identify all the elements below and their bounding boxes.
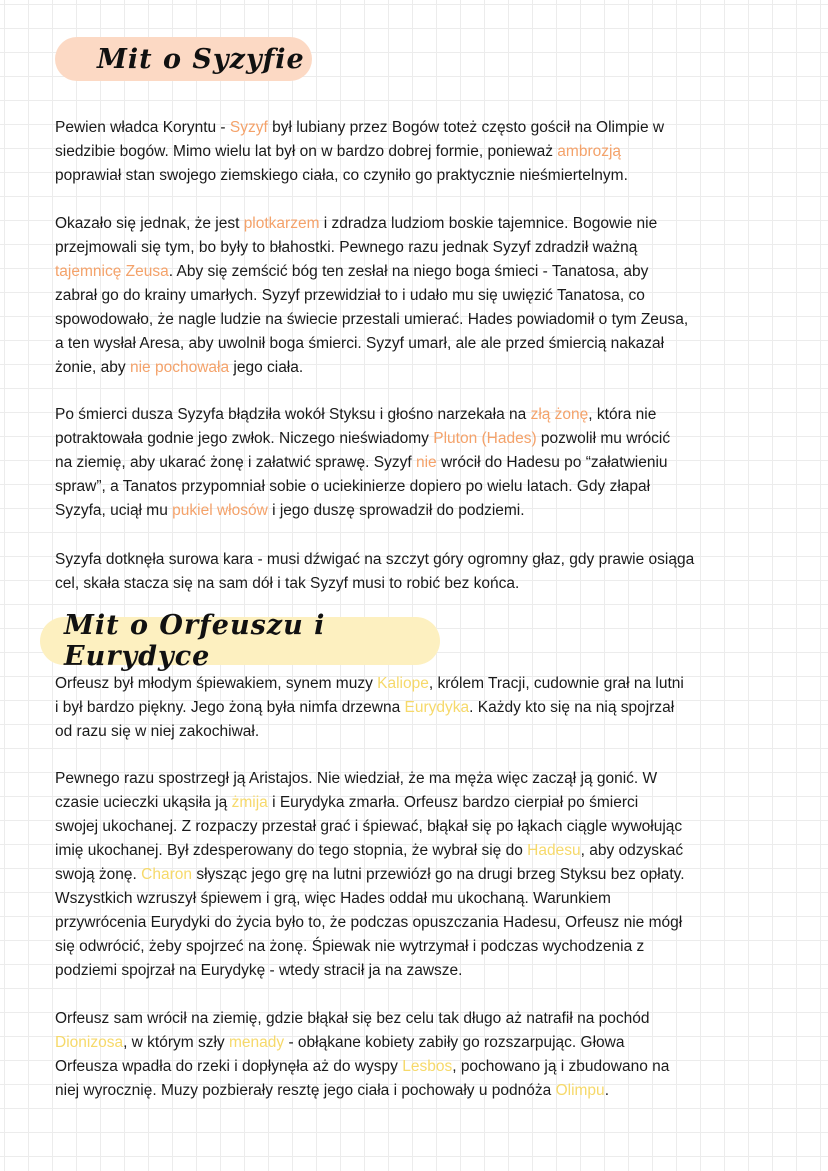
text-segment: podziemi spojrzał na Eurydykę - wtedy stracił ja na zawsze. bbox=[55, 962, 463, 979]
text-line bbox=[55, 1031, 785, 1055]
text-segment: Okazało się jednak, że jest bbox=[55, 215, 244, 232]
text-line bbox=[55, 236, 785, 260]
highlighted-term: Charon bbox=[141, 866, 193, 883]
text-segment: Pewien władca Koryntu - bbox=[55, 119, 230, 136]
text-line bbox=[55, 959, 785, 983]
text-segment: pozwolił mu wrócić bbox=[536, 430, 671, 447]
text-segment: się odwrócić, żeby spojrzeć na żonę. Śpiewak nie wytrzymał i podczas wychodzenia z bbox=[55, 938, 645, 955]
highlighted-term: Eurydyka bbox=[404, 699, 470, 716]
text-line bbox=[55, 572, 785, 596]
text-line bbox=[55, 548, 785, 572]
text-segment: żonie, aby bbox=[55, 359, 130, 376]
text-line bbox=[55, 260, 785, 284]
text-segment: , która nie bbox=[588, 406, 657, 423]
text-segment: i był bardzo piękny. Jego żoną była nimfa drzewna bbox=[55, 699, 405, 716]
text-line bbox=[55, 767, 785, 791]
text-segment: Syzyfa dotknęła surowa kara - musi dźwigać na szczyt góry ogromny głaz, gdy prawie osiąga bbox=[55, 551, 695, 568]
text-segment: Orfeusz był młodym śpiewakiem, synem muzy bbox=[55, 675, 378, 692]
section-title-syzyf bbox=[55, 37, 312, 81]
text-segment: . Aby się zemścić bóg ten zesłał na niego boga śmieci - Tanatosa, aby bbox=[168, 263, 649, 280]
text-segment: i zdradza ludziom boskie tajemnice. Bogowie nie bbox=[319, 215, 658, 232]
highlighted-term: Hadesu bbox=[527, 842, 581, 859]
text-segment: siedzibie bogów. Mimo wielu lat był on w bardzo dobrej formie, ponieważ bbox=[55, 143, 558, 160]
highlighted-term: Lesbos bbox=[402, 1058, 453, 1075]
text-line bbox=[55, 332, 785, 356]
text-segment: Wszystkich wzruszył śpiewem i grą, więc Hades oddał mu ukochaną. Warunkiem bbox=[55, 890, 611, 907]
text-line bbox=[55, 403, 785, 427]
text-segment: swoją żonę. bbox=[55, 866, 142, 883]
text-line bbox=[55, 140, 785, 164]
text-line bbox=[55, 164, 785, 188]
text-line bbox=[55, 475, 785, 499]
highlighted-term: Dionizosa bbox=[55, 1034, 124, 1051]
text-segment: spowodowało, że nagle ludzie na świecie przestali umierać. Hades powiadomił o tym Zeusa, bbox=[55, 311, 689, 328]
text-line bbox=[55, 696, 785, 720]
section-title-orfeusz bbox=[40, 610, 440, 672]
text-line bbox=[55, 499, 785, 523]
text-segment: spraw”, a Tanatos przypomniał sobie o uciekinierze dopiero po wielu latach. Gdy złapał bbox=[55, 478, 651, 495]
text-line bbox=[55, 308, 785, 332]
text-segment: i jego duszę sprowadził do podziemi. bbox=[267, 502, 525, 519]
paragraph bbox=[55, 548, 785, 596]
highlighted-term: tajemnicę Zeusa bbox=[55, 263, 169, 280]
highlighted-term: nie pochowała bbox=[129, 359, 230, 376]
highlighted-term: plotkarzem bbox=[243, 215, 320, 232]
text-segment: , pochowano ją i zbudowano na bbox=[452, 1058, 670, 1075]
text-line bbox=[55, 356, 785, 380]
highlighted-term: Syzyf bbox=[229, 119, 268, 136]
text-segment: , aby odzyskać bbox=[580, 842, 684, 859]
text-segment: był lubiany przez Bogów toteż często gościł na Olimpie w bbox=[267, 119, 665, 136]
text-line bbox=[55, 427, 785, 451]
text-segment: na ziemię, aby ukarać żonę i załatwić sprawę. Syzyf bbox=[55, 454, 416, 471]
text-segment: przejmowali się tym, bo były to błahostki. Pewnego razu jednak Syzyf zdradził ważną bbox=[55, 239, 638, 256]
text-line bbox=[55, 911, 785, 935]
paragraph bbox=[55, 672, 785, 744]
text-segment: przywrócenia Eurydyki do życia było to, że podczas opuszczania Hadesu, Orfeusz nie mógł bbox=[55, 914, 683, 931]
text-segment: Po śmierci dusza Syzyfa błądziła wokół Styksu i głośno narzekała na bbox=[55, 406, 531, 423]
text-segment: niej wyrocznię. Muzy pozbierały resztę jego ciała i pochowały u podnóża bbox=[55, 1082, 556, 1099]
text-line bbox=[55, 672, 785, 696]
text-line bbox=[55, 284, 785, 308]
highlighted-term: żmija bbox=[231, 794, 268, 811]
paragraph bbox=[55, 212, 785, 380]
text-segment: . bbox=[604, 1082, 609, 1099]
highlighted-term: pukiel włosów bbox=[172, 502, 268, 519]
text-segment: , królem Tracji, cudownie grał na lutni bbox=[428, 675, 684, 692]
text-line bbox=[55, 116, 785, 140]
text-segment: wrócił do Hadesu po “załatwieniu bbox=[436, 454, 668, 471]
highlighted-term: Pluton (Hades) bbox=[433, 430, 537, 447]
text-segment: swojej ukochanej. Z rozpaczy przestał grać i śpiewać, błąkał się po łąkach ciągle wywołując bbox=[55, 818, 683, 835]
text-line bbox=[55, 1079, 785, 1103]
text-segment: - obłąkane kobiety zabiły go rozszarpując. Głowa bbox=[284, 1034, 625, 1051]
text-line bbox=[55, 791, 785, 815]
text-segment: poprawiał stan swojego ziemskiego ciała, co czyniło go praktycznie nieśmiertelnym. bbox=[55, 167, 628, 184]
section-title-text: Mit o Orfeuszu i Eurydyce bbox=[64, 610, 326, 672]
paragraph bbox=[55, 1007, 785, 1103]
highlighted-term: ambrozją bbox=[557, 143, 622, 160]
highlighted-term: złą żonę bbox=[530, 406, 589, 423]
text-line bbox=[55, 935, 785, 959]
text-segment: czasie ucieczki ukąsiła ją bbox=[55, 794, 232, 811]
text-segment: a ten wysłał Aresa, aby uwolnił boga śmierci. Syzyf umarł, ale ale przed śmiercią nakazał bbox=[55, 335, 665, 352]
text-segment: imię ukochanej. Był zdesperowany do tego stopnia, że wybrał się do bbox=[55, 842, 528, 859]
text-segment: od razu się w niej zakochiwał. bbox=[55, 723, 260, 740]
text-line bbox=[55, 1055, 785, 1079]
text-line bbox=[55, 451, 785, 475]
text-segment: potraktowała godnie jego zwłok. Niczego nieświadomy bbox=[55, 430, 434, 447]
text-line bbox=[55, 815, 785, 839]
highlighted-term: Olimpu bbox=[555, 1082, 605, 1099]
section-title-text: Mit o Syzyfie bbox=[97, 43, 305, 75]
text-line bbox=[55, 720, 785, 744]
paragraph bbox=[55, 767, 785, 983]
highlighted-term: Kaliope bbox=[377, 675, 429, 692]
text-line bbox=[55, 212, 785, 236]
text-line bbox=[55, 887, 785, 911]
text-segment: jego ciała. bbox=[229, 359, 304, 376]
highlighted-term: nie bbox=[415, 454, 437, 471]
text-segment: Syzyfa, uciął mu bbox=[55, 502, 173, 519]
paragraph bbox=[55, 116, 785, 188]
highlighted-term: menady bbox=[228, 1034, 285, 1051]
paragraph bbox=[55, 403, 785, 523]
text-segment: Orfeusza wpadła do rzeki i dopłynęła aż do wyspy bbox=[55, 1058, 403, 1075]
text-segment: Pewnego razu spostrzegł ją Aristajos. Nie wiedział, że ma męża więc zaczął ją gonić. W bbox=[55, 770, 658, 787]
text-segment: słysząc jego grę na lutni przewiózł go na drugi brzeg Styksu bez opłaty. bbox=[192, 866, 685, 883]
text-segment: , w którym szły bbox=[123, 1034, 229, 1051]
text-line bbox=[55, 1007, 785, 1031]
text-segment: . Każdy kto się na nią spojrzał bbox=[469, 699, 675, 716]
text-segment: cel, skała stacza się na sam dół i tak Syzyf musi to robić bez końca. bbox=[55, 575, 520, 592]
text-segment: i Eurydyka zmarła. Orfeusz bardzo cierpiał po śmierci bbox=[267, 794, 639, 811]
text-segment: zabrał go do krainy umarłych. Syzyf przewidział to i udało mu się uwięzić Tanatosa, co bbox=[55, 287, 645, 304]
text-segment: Orfeusz sam wrócił na ziemię, gdzie błąkał się bez celu tak długo aż natrafił na pochód bbox=[55, 1010, 650, 1027]
text-line bbox=[55, 863, 785, 887]
text-line bbox=[55, 839, 785, 863]
